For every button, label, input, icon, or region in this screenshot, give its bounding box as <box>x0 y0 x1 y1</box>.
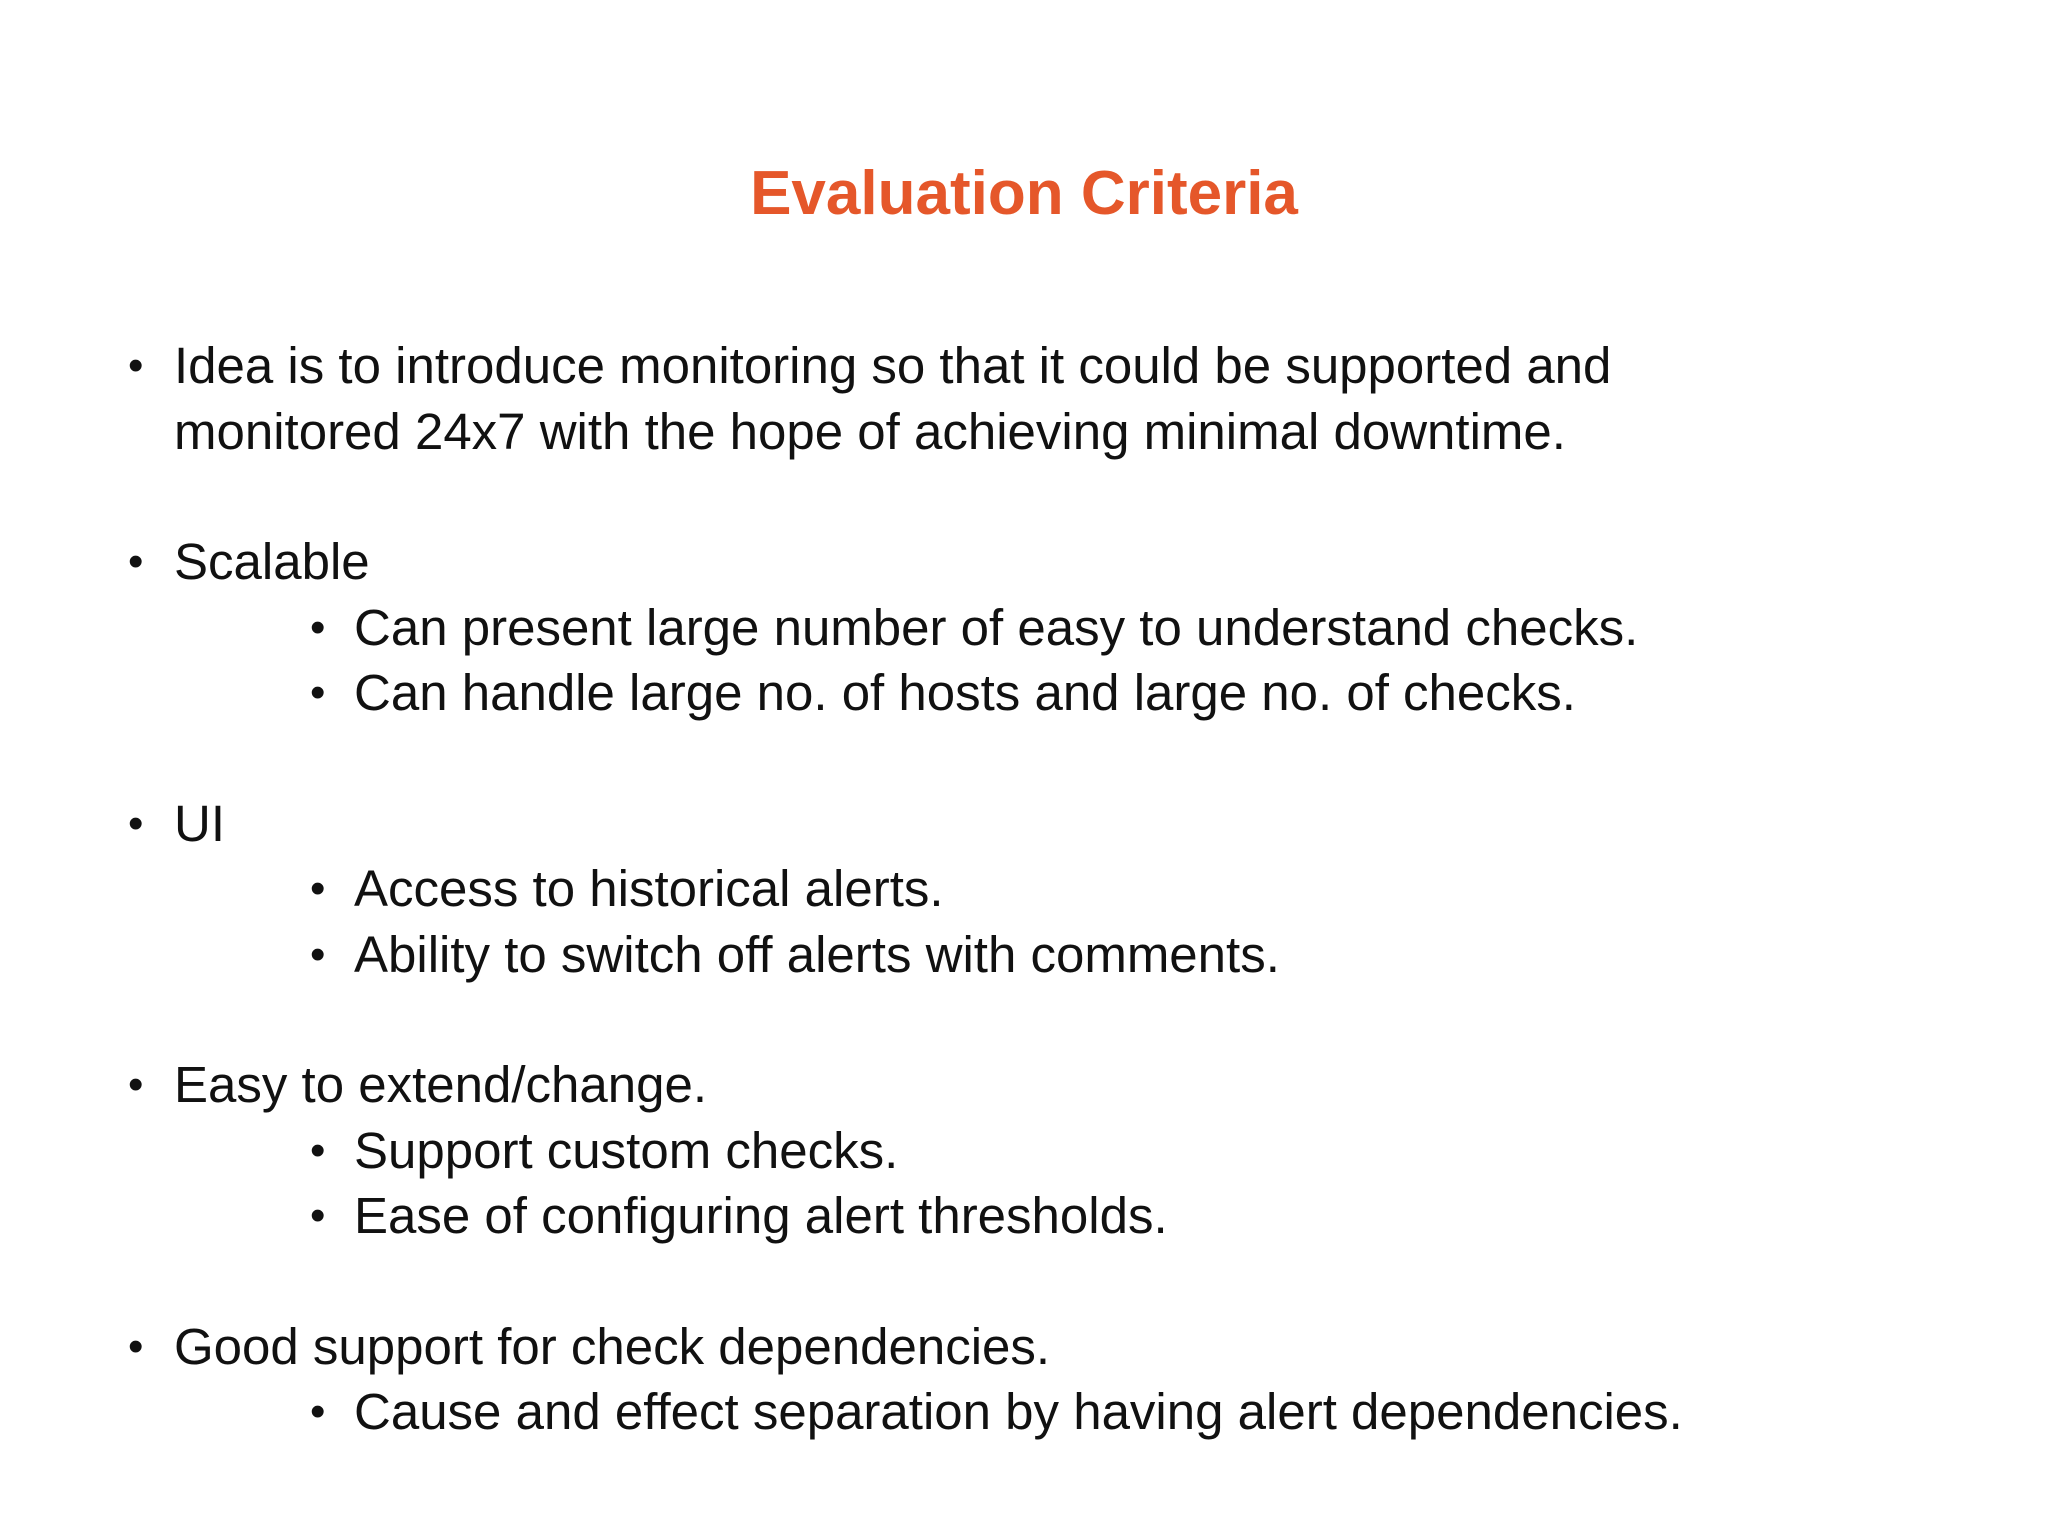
bullet-item-scalable <box>128 529 1988 726</box>
sub-bullet-dot-icon: • <box>310 668 326 717</box>
bullet-list <box>128 333 1988 1445</box>
sub-bullet-text: Cause and effect separation by having alert dependencies. <box>354 1383 1683 1440</box>
bullet-item-extend <box>128 1052 1988 1249</box>
sub-bullet-line <box>128 1118 1988 1184</box>
sub-bullet-line <box>128 595 1988 661</box>
sub-bullet-dot-icon: • <box>310 929 326 979</box>
sub-bullet-dot-icon: • <box>310 1191 326 1240</box>
sub-bullet-text: Access to historical alerts. <box>354 860 944 917</box>
bullet-dot-icon: • <box>128 1060 144 1109</box>
sub-bullet-dot-icon: • <box>310 1125 326 1175</box>
sub-bullet-text: Can handle large no. of hosts and large no. of checks. <box>354 664 1576 721</box>
bullet-text: monitored 24x7 with the hope of achieving minimal downtime. <box>174 402 1566 460</box>
bullet-text: Scalable <box>174 533 370 590</box>
sub-bullet-dot-icon: • <box>310 1387 326 1436</box>
sub-bullet-text: Can present large number of easy to understand checks. <box>354 598 1639 656</box>
sub-bullet-text: Support custom checks. <box>354 1121 899 1179</box>
bullet-line <box>128 1314 1988 1380</box>
sub-bullet-line <box>128 660 1988 726</box>
sub-bullet-line <box>128 1379 1988 1445</box>
bullet-line-continuation <box>128 399 1988 465</box>
slide-title: Evaluation Criteria <box>750 159 1298 228</box>
bullet-text: UI <box>174 794 225 852</box>
sub-bullet-line <box>128 856 1988 922</box>
bullet-line <box>128 333 1988 399</box>
bullet-item-ui <box>128 791 1988 988</box>
bullet-dot-icon: • <box>128 341 144 390</box>
bullet-text: Good support for check dependencies. <box>174 1317 1051 1375</box>
bullet-dot-icon: • <box>128 1321 144 1371</box>
bullet-dot-icon: • <box>128 798 144 848</box>
bullet-line <box>128 791 1988 857</box>
sub-bullet-dot-icon: • <box>310 864 326 913</box>
bullet-line <box>128 529 1988 595</box>
sub-bullet-text: Ability to switch off alerts with comments. <box>354 925 1280 983</box>
bullet-text: Easy to extend/change. <box>174 1056 708 1113</box>
sub-bullet-dot-icon: • <box>310 602 326 652</box>
bullet-item-dependencies <box>128 1314 1988 1445</box>
bullet-text: Idea is to introduce monitoring so that it could be supported and <box>174 337 1612 394</box>
bullet-dot-icon: • <box>128 537 144 586</box>
bullet-line <box>128 1052 1988 1118</box>
sub-bullet-line <box>128 922 1988 988</box>
bullet-item-idea <box>128 333 1988 464</box>
sub-bullet-line <box>128 1183 1988 1249</box>
sub-bullet-text: Ease of configuring alert thresholds. <box>354 1187 1168 1244</box>
